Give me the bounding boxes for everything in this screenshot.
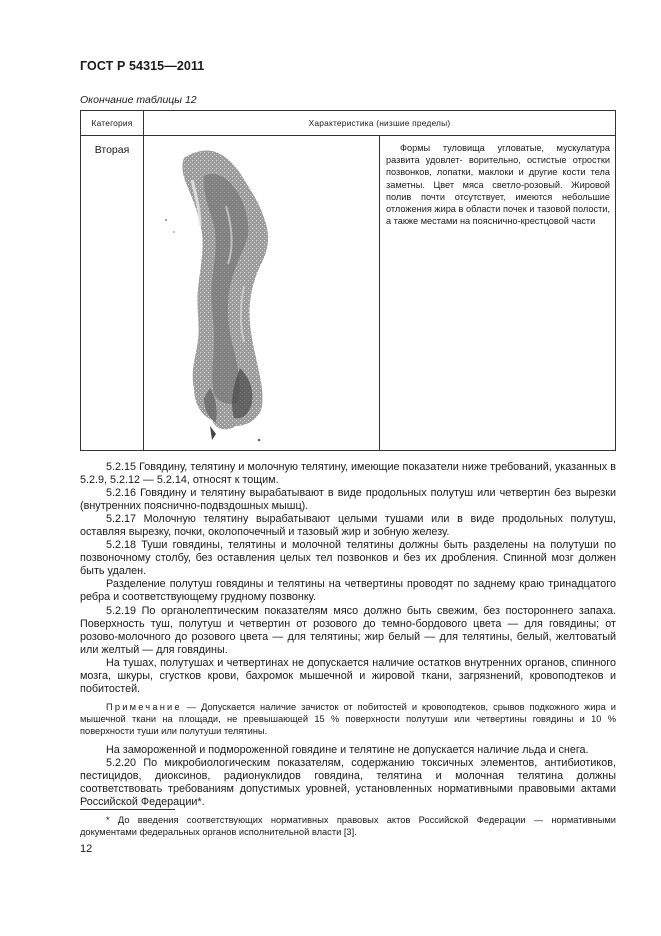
paragraph-5-2-15: 5.2.15 Говядину, телятину и молочную телятину, имеющие показатели ниже требований, указанных в 5.2.9, 5.2.12 — 5.2.14, относят к тощим. <box>80 461 616 487</box>
characteristics-table <box>80 110 616 451</box>
paragraph-5-2-18: 5.2.18 Туши говядины, телятины и молочной телятины должны быть разделены на полутуши по позвоночному столбу, без оставления целых тел позвонков и без их дробления. Спинной мозг должен быть удален. <box>80 539 616 578</box>
note <box>80 701 616 738</box>
body-text <box>80 461 616 809</box>
note-label: Примечание <box>106 701 182 712</box>
table-row <box>81 136 616 451</box>
page-number: 12 <box>80 843 93 855</box>
column-header-category: Категория <box>81 111 144 136</box>
table-caption: Окончание таблицы 12 <box>80 94 197 106</box>
column-header-characteristic: Характеристика (низшие пределы) <box>144 111 616 136</box>
note-text: — Допускается наличие зачисток от побитостей и кровоподтеков, срывов подкожного жира и мышечной ткани на площади, не превышающей 15 % поверхности полутуши или четвертины говядины и 10 % поверхности туши или полутуши телятины. <box>80 701 616 737</box>
table-header-row <box>81 111 616 136</box>
paragraph-5-2-17: 5.2.17 Молочную телятину вырабатывают целыми тушами или в виде продольных полутуш, оставляя вырезку, почки, околопочечный и тазовый жир и зобную железу. <box>80 513 616 539</box>
footnote-text: * До введения соответствующих нормативных правовых актов Российской Федерации — нормативными документами федеральных органов исполнительной власти [3]. <box>80 815 616 838</box>
category-cell: Вторая <box>81 136 144 451</box>
paragraph-5-2-19: 5.2.19 По органолептическим показателям мясо должно быть свежим, без постороннего запаха. Поверхность туш, полутуш и четвертин от розового до темно-бордового цвета — для говядины; от розово-молочного до розового цвета — для телятины; жир белый — для телятины, белый, желтоватый или желтый — для говядины. <box>80 604 616 656</box>
standard-code: ГОСТ Р 54315—2011 <box>80 59 205 73</box>
paragraph-ice-snow: На замороженной и подмороженной говядине и телятине не допускается наличие льда и снега. <box>106 743 589 756</box>
footnote <box>80 814 616 838</box>
paragraph-5-2-16: 5.2.16 Говядину и телятину вырабатывают в виде продольных полутуш или четвертин без вырезки (внутренних пояснично-подвздошных мышц). <box>80 487 616 513</box>
characteristic-text: Формы туловища угловатые, мускулатура развита удовлет- ворительно, остистые отростки позвонков, лопатки, маклоки и другие кости тела заметны. Цвет мяса светло-розовый. Жировой полив почти отсутствует, имеются небольшие отложения жира в области почек и тазовой полости, а также местами на пояснично-крестцовой части <box>386 143 610 227</box>
characteristic-cell <box>380 136 616 451</box>
beef-half-carcass-illustration <box>144 136 301 450</box>
footnote-divider <box>80 809 175 810</box>
carcass-image-cell <box>144 136 380 451</box>
paragraph-quartering: Разделение полутуш говядины и телятины на четвертины проводят по заднему краю тринадцатого ребра и соответствующему грудному позвонку. <box>80 578 616 604</box>
paragraph-defects: На тушах, полутушах и четвертинах не допускается наличие остатков внутренних органов, спинного мозга, шкуры, сгустков крови, бахромок мышечной и жировой ткани, загрязнений, кровоподтеков и побитостей. <box>80 656 616 695</box>
paragraph-5-2-20: 5.2.20 По микробиологическим показателям, содержанию токсичных элементов, антибиотиков, пестицидов, диоксинов, радионуклидов говядина, телятина и молочная телятина должны соответствовать требованиям допустимых уровней, установленных нормативными правовыми актами Российской Федерации*. <box>80 756 616 808</box>
